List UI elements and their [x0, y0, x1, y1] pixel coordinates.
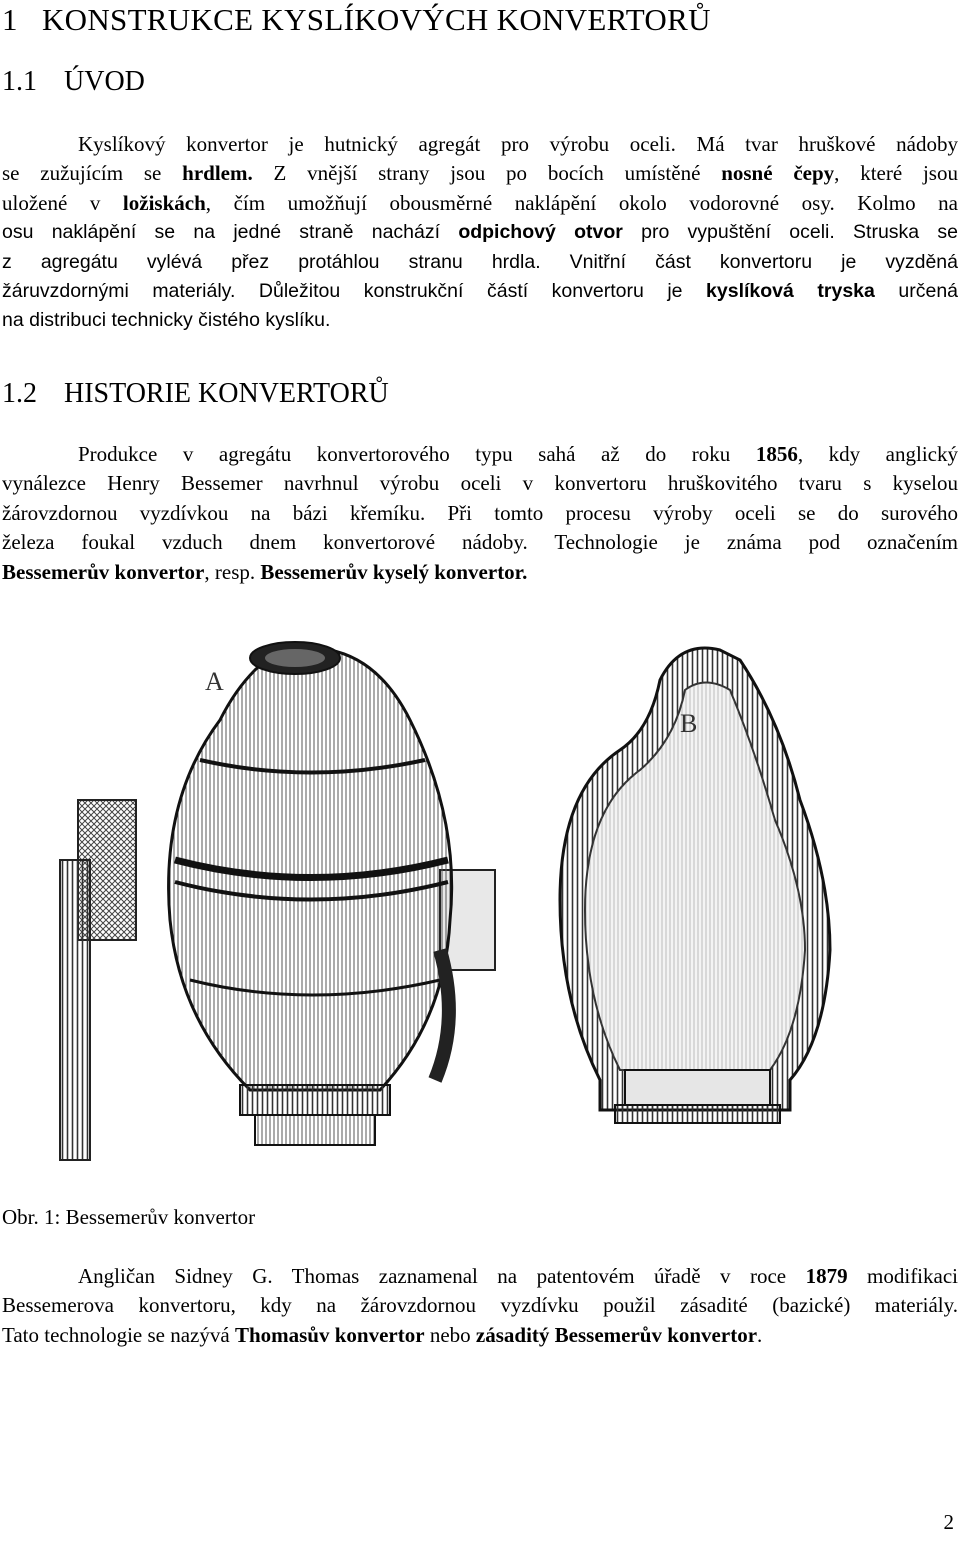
figure-label-b: B	[680, 709, 698, 738]
paragraph-thomas	[2, 1262, 958, 1350]
chapter-title: KONSTRUKCE KYSLÍKOVÝCH KONVERTORŮ	[41, 2, 711, 37]
text-line: Kyslíkový konvertor je hutnický agregát pro výrobu oceli. Má tvar hruškové nádoby	[78, 132, 958, 156]
section-number: 1.2	[2, 378, 37, 409]
text-line: na distribuci technicky čistého kyslíku.	[2, 309, 331, 332]
text-line: železa foukal vzduch dnem konvertorové nádoby. Technologie je známa pod označením	[2, 530, 958, 555]
text-line: žárovzdornou vyzdívkou na bázi křemíku. Při tomto procesu výroby oceli se do surového	[2, 500, 958, 525]
text-line: osu naklápění se na jedné straně nachází odpichový otvor pro vypuštění oceli. Struska se	[2, 221, 959, 244]
section-heading-uvod	[2, 66, 145, 98]
converter-a	[60, 642, 495, 1160]
text-line: Bessemerův konvertor, resp. Bessemerův kyselý konvertor.	[2, 559, 528, 584]
section-title: ÚVOD	[64, 66, 145, 97]
bessemer-converter-illustration	[40, 620, 940, 1180]
text-line: Tato technologie se nazývá Thomasův konvertor nebo zásaditý Bessemerův konvertor.	[2, 1322, 763, 1347]
paragraph-historie	[2, 440, 958, 587]
chapter-heading	[2, 2, 711, 38]
text-line: uložené v ložiskách, čím umožňují obousměrné naklápění okolo vodorovné osy. Kolmo na	[2, 190, 959, 215]
page-number: 2	[943, 1510, 954, 1534]
text-line: Bessemerova konvertoru, kdy na žárovzdornou vyzdívku použil zásadité (bazické) materiály.	[2, 1293, 958, 1318]
chapter-number: 1	[2, 2, 18, 37]
figure-label-a: A	[205, 667, 224, 696]
paragraph-uvod	[2, 130, 958, 336]
text-line: z agregátu vylévá přez protáhlou stranu hrdla. Vnitřní část konvertoru je vyzděná	[2, 250, 958, 273]
text-line: vynálezce Henry Bessemer navrhnul výrobu oceli v konvertoru hruškovitého tvaru s kyselou	[2, 471, 958, 496]
text-line: se zužujícím se hrdlem. Z vnější strany jsou po bocích umístěné nosné čepy, které jsou	[2, 161, 958, 186]
text-line: žáruvzdornými materiály. Důležitou konstrukční částí konvertoru je kyslíková tryska určená	[2, 280, 959, 303]
text-line: Produkce v agregátu konvertorového typu sahá až do roku 1856, kdy anglický	[78, 442, 958, 466]
figure-caption: Obr. 1: Bessemerův konvertor	[2, 1205, 256, 1229]
converter-b	[560, 648, 830, 1123]
section-number: 1.1	[2, 66, 37, 97]
text-line: Angličan Sidney G. Thomas zaznamenal na patentovém úřadě v roce 1879 modifikaci	[78, 1264, 958, 1288]
section-title: HISTORIE KONVERTORŮ	[64, 378, 389, 409]
section-heading-historie	[2, 378, 389, 410]
